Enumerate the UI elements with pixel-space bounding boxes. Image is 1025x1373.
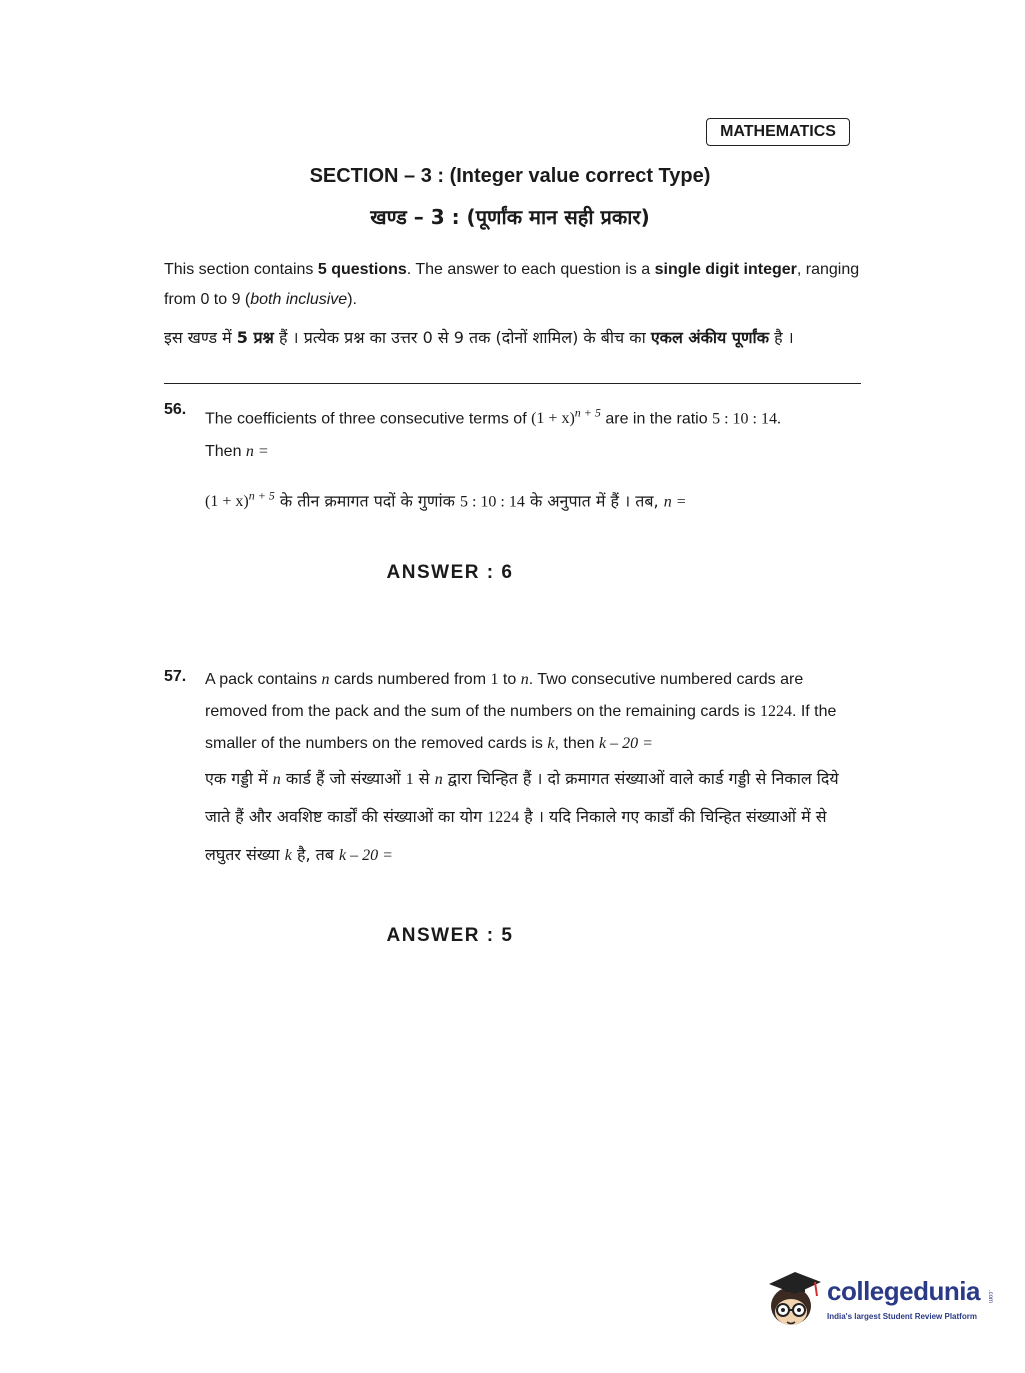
number: 1224 <box>487 809 520 826</box>
question-text: . If the smaller of the numbers on the removed cards is <box>205 703 837 752</box>
intro-text: ). <box>347 291 357 308</box>
question-text: are in the ratio <box>600 410 713 428</box>
section-title-english: SECTION – 3 : (Integer value correct Type) <box>309 165 711 187</box>
number: 1 <box>490 671 499 688</box>
variable: n = <box>663 493 687 511</box>
section-title-hindi: खण्ड – 3 : (पूर्णांक मान सही प्रकार) <box>370 205 650 229</box>
collegedunia-logo <box>765 1264 1005 1340</box>
intro-text: हैं । प्रत्येक प्रश्न का उत्तर 0 से 9 तक (दोनों शामिल) के बीच का <box>273 328 651 347</box>
logo-wordmark: collegedunia <box>827 1276 980 1306</box>
variable: k <box>284 847 292 864</box>
variable: n = <box>245 443 269 461</box>
ratio: 5 : 10 : 14 <box>459 493 525 511</box>
logo-tagline: India's largest Student Review Platform <box>827 1312 977 1321</box>
question-56-hindi <box>205 481 865 517</box>
binomial-expression <box>205 489 275 511</box>
mascot-icon <box>765 1264 825 1336</box>
question-text: . Two consecutive numbered cards are removed from the pack and the sum of the numbers on the remaining cards is <box>205 671 804 720</box>
intro-text: इस खण्ड में <box>164 328 237 347</box>
question-text: cards numbered from <box>329 671 491 688</box>
question-text: के अनुपात में हैं । तब, <box>524 491 664 511</box>
variable: n <box>321 671 330 688</box>
answer-56: ANSWER : 6 <box>386 562 514 583</box>
variable: n <box>272 771 281 788</box>
expression-base: (1 + x) <box>205 493 249 511</box>
expression: k – 20 = <box>338 847 393 864</box>
subject-badge: MATHEMATICS <box>706 118 850 146</box>
intro-text: , ranging from 0 to 9 ( <box>164 261 860 308</box>
section-instructions-hindi <box>164 322 864 353</box>
intro-text: . The answer to each question is a <box>406 261 655 278</box>
intro-text: This section contains <box>164 261 318 278</box>
binomial-expression <box>531 406 601 428</box>
logo-domain: .com <box>987 1290 993 1304</box>
intro-text: है । <box>768 328 794 347</box>
variable: k <box>547 735 555 752</box>
question-text: The coefficients of three consecutive terms of <box>205 410 532 428</box>
question-number: 56. <box>164 401 187 418</box>
expression-exponent: n + 5 <box>248 489 275 503</box>
number: 1 <box>405 771 414 788</box>
question-text: है, तब <box>291 845 339 864</box>
question-text: कार्ड हैं जो संख्याओं <box>280 769 406 788</box>
question-text: Then <box>205 443 246 461</box>
intro-italic: both inclusive <box>250 291 348 308</box>
expression-base: (1 + x) <box>531 410 575 428</box>
question-text: एक गड्डी में <box>205 769 273 788</box>
variable: n <box>434 771 443 788</box>
question-number: 57. <box>164 668 187 685</box>
number: 1224 <box>759 703 792 720</box>
question-text: है । यदि निकाले गए कार्डों की चिन्हित संख्याओं में से लघुतर संख्या <box>205 807 827 864</box>
intro-bold: 5 प्रश्न <box>236 328 274 347</box>
intro-bold: एकल अंकीय पूर्णांक <box>650 328 769 347</box>
question-text: A pack contains <box>205 671 322 688</box>
section-instructions-english <box>164 255 864 315</box>
intro-bold: 5 questions <box>317 261 407 278</box>
question-text: द्वारा चिन्हित हैं । दो क्रमागत संख्याओं वाले कार्ड गड्डी से निकाल दिये जाते हैं और अवशिष्ट कार्डों की संख्याओं का योग <box>205 769 839 826</box>
section-divider <box>164 383 861 384</box>
ratio: 5 : 10 : 14. <box>712 410 781 428</box>
question-text: के तीन क्रमागत पदों के गुणांक <box>274 491 460 511</box>
question-56-english <box>205 397 865 468</box>
question-57-english <box>205 664 865 760</box>
question-text: to <box>498 671 521 688</box>
expression-exponent: n + 5 <box>574 406 601 420</box>
question-text: से <box>413 769 435 788</box>
intro-bold: single digit integer <box>654 261 797 278</box>
answer-57: ANSWER : 5 <box>386 925 514 946</box>
variable: n <box>520 671 529 688</box>
expression: k – 20 = <box>598 735 653 752</box>
question-text: , then <box>554 735 599 752</box>
question-57-hindi <box>205 760 865 874</box>
